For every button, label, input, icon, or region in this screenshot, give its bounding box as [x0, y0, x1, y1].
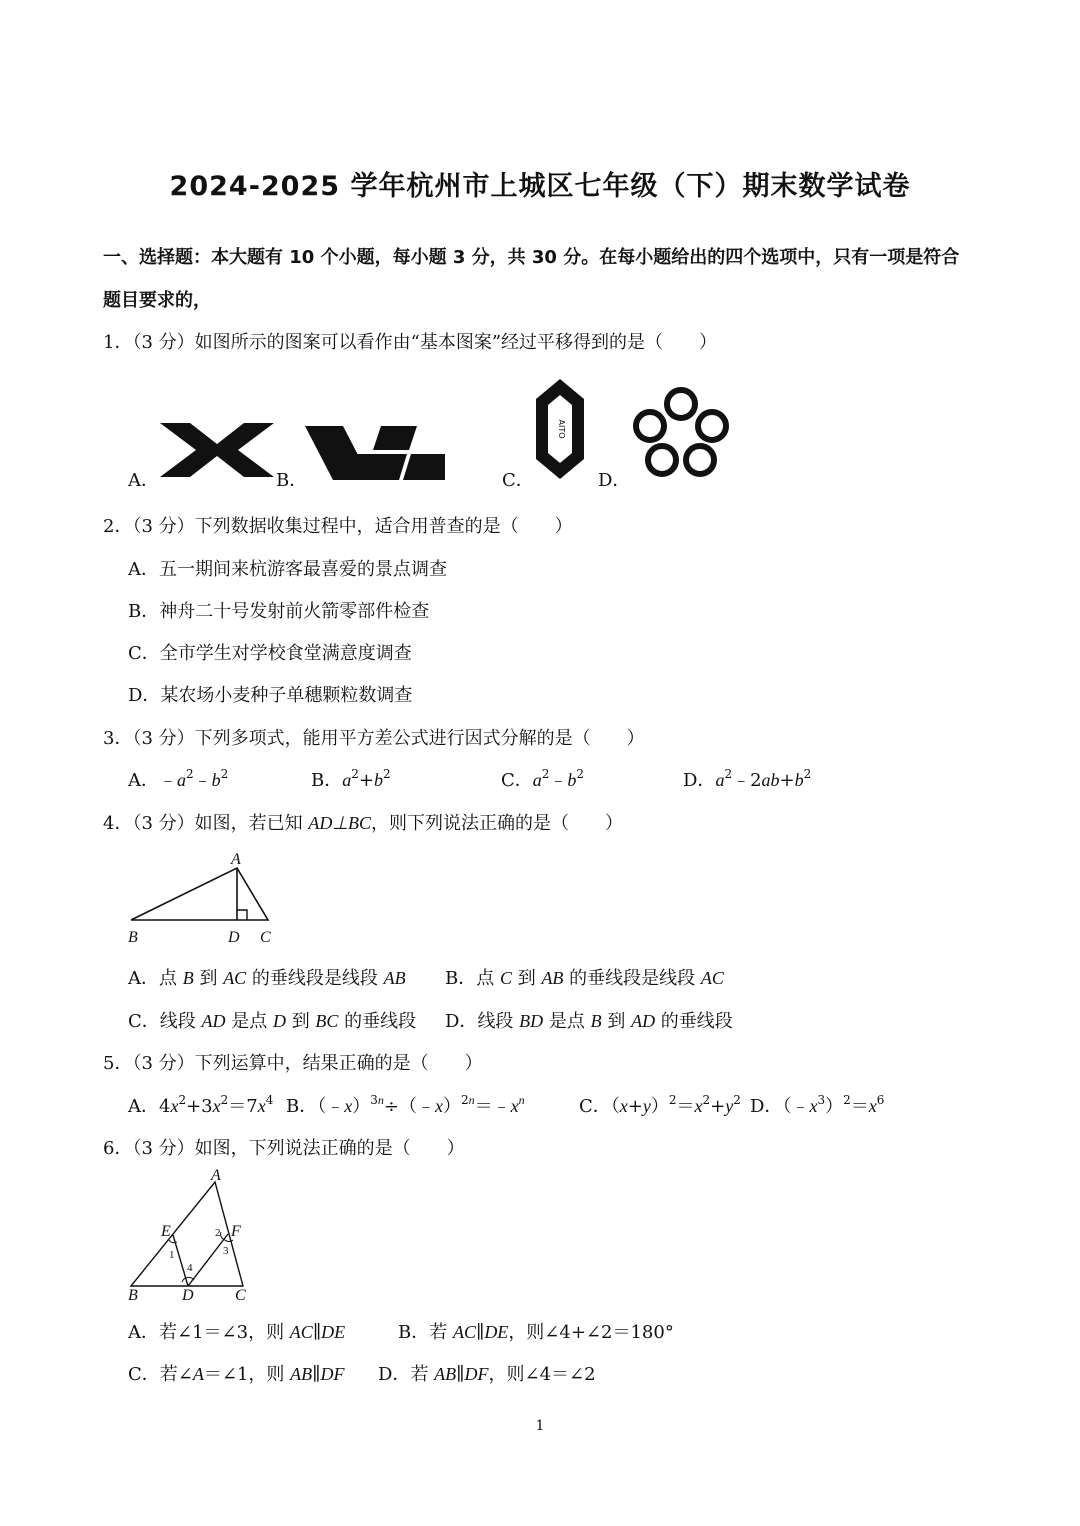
q2-option-c: C．全市学生对学校食堂满意度调查: [128, 643, 412, 664]
q6-option-a: A．若∠1＝∠3，则 AC∥DE: [128, 1322, 346, 1343]
svg-text:C: C: [235, 1287, 246, 1304]
svg-text:3: 3: [223, 1245, 229, 1257]
q4-triangle-figure: [125, 850, 285, 948]
q1-option-a-logo: [160, 420, 275, 480]
svg-text:B: B: [128, 929, 138, 946]
svg-text:A: A: [211, 1167, 221, 1184]
q1-option-a-label: A．: [128, 470, 159, 491]
svg-text:A: A: [231, 851, 241, 868]
q5-option-c: C．$(x+y)^2=x^2+y^2$: [579, 1093, 741, 1117]
q6-triangle-figure: [125, 1167, 255, 1304]
q1-option-c-label: C．: [502, 470, 534, 491]
q2-option-a: A．五一期间来杭游客最喜爱的景点调查: [128, 559, 447, 580]
q6-option-c: C．若∠A＝∠1，则 AB∥DF: [128, 1364, 345, 1385]
question-6-stem: 6．（3 分）如图，下列说法正确的是（ ）: [103, 1138, 465, 1159]
question-4-stem: 4．（3 分）如图，若已知 AD⊥BC，则下列说法正确的是（ ）: [103, 813, 624, 834]
svg-text:4: 4: [187, 1262, 193, 1274]
q3-option-b: B．$a^2+b^2$: [311, 767, 391, 791]
svg-text:D: D: [228, 929, 240, 946]
question-5-stem: 5．（3 分）下列运算中，结果正确的是（ ）: [103, 1053, 483, 1074]
q1-option-d-label: D．: [598, 470, 631, 491]
q2-option-b: B．神舟二十号发射前火箭零部件检查: [128, 601, 430, 622]
question-3-stem: 3．（3 分）下列多项式，能用平方差公式进行因式分解的是（ ）: [103, 728, 645, 749]
svg-text:C: C: [260, 929, 271, 946]
q5-option-d: D．$(﹣x^3)^2=x^6$: [750, 1093, 885, 1117]
q3-option-a: A．$﹣a^2﹣b^2$: [128, 767, 229, 791]
svg-text:E: E: [161, 1223, 171, 1240]
q4-option-b: B．点 C 到 AB 的垂线段是线段 AC: [445, 968, 724, 989]
q1-option-b-logo: [305, 424, 445, 482]
svg-text:1: 1: [169, 1249, 175, 1261]
q4-option-d: D．线段 BD 是点 B 到 AD 的垂线段: [445, 1011, 733, 1032]
q4-option-c: C．线段 AD 是点 D 到 BC 的垂线段: [128, 1011, 417, 1032]
section-header-line2: 题目要求的，: [103, 290, 211, 311]
q1-option-b-label: B．: [276, 470, 308, 491]
q1-option-d-logo: [632, 384, 730, 480]
q3-option-c: C．$a^2﹣b^2$: [501, 767, 585, 791]
svg-text:2: 2: [215, 1227, 221, 1239]
q3-option-d: D．$a^2﹣2ab+b^2$: [683, 767, 812, 791]
svg-text:B: B: [128, 1287, 138, 1304]
question-2-stem: 2．（3 分）下列数据收集过程中，适合用普查的是（ ）: [103, 516, 573, 537]
section-header-line1: 一、选择题：本大题有 10 个小题，每小题 3 分，共 30 分。在每小题给出的四个选项中，只有一项是符合: [103, 247, 960, 268]
q4-option-a: A．点 B 到 AC 的垂线段是线段 AB: [128, 968, 406, 989]
page-title: 2024-2025 学年杭州市上城区七年级（下）期末数学试卷: [169, 171, 911, 202]
page-number: 1: [535, 1418, 545, 1434]
q5-option-b: B．$(﹣x)^{3n}\div(﹣x)^{2n}=﹣x^n$: [286, 1093, 525, 1117]
svg-text:F: F: [231, 1223, 241, 1240]
q2-option-d: D．某农场小麦种子单穗颗粒数调查: [128, 685, 413, 706]
svg-text:D: D: [182, 1287, 194, 1304]
q1-option-c-logo: [532, 377, 588, 481]
q1-c-logo-text: AITO: [557, 419, 566, 439]
question-1-stem: 1．（3 分）如图所示的图案可以看作由“基本图案”经过平移得到的是（ ）: [103, 332, 718, 353]
q5-option-a: A．$4x^2+3x^2=7x^4$: [128, 1093, 274, 1117]
q6-option-b: B．若 AC∥DE，则∠4+∠2＝180°: [398, 1322, 674, 1343]
q6-option-d: D．若 AB∥DF，则∠4＝∠2: [378, 1364, 596, 1385]
